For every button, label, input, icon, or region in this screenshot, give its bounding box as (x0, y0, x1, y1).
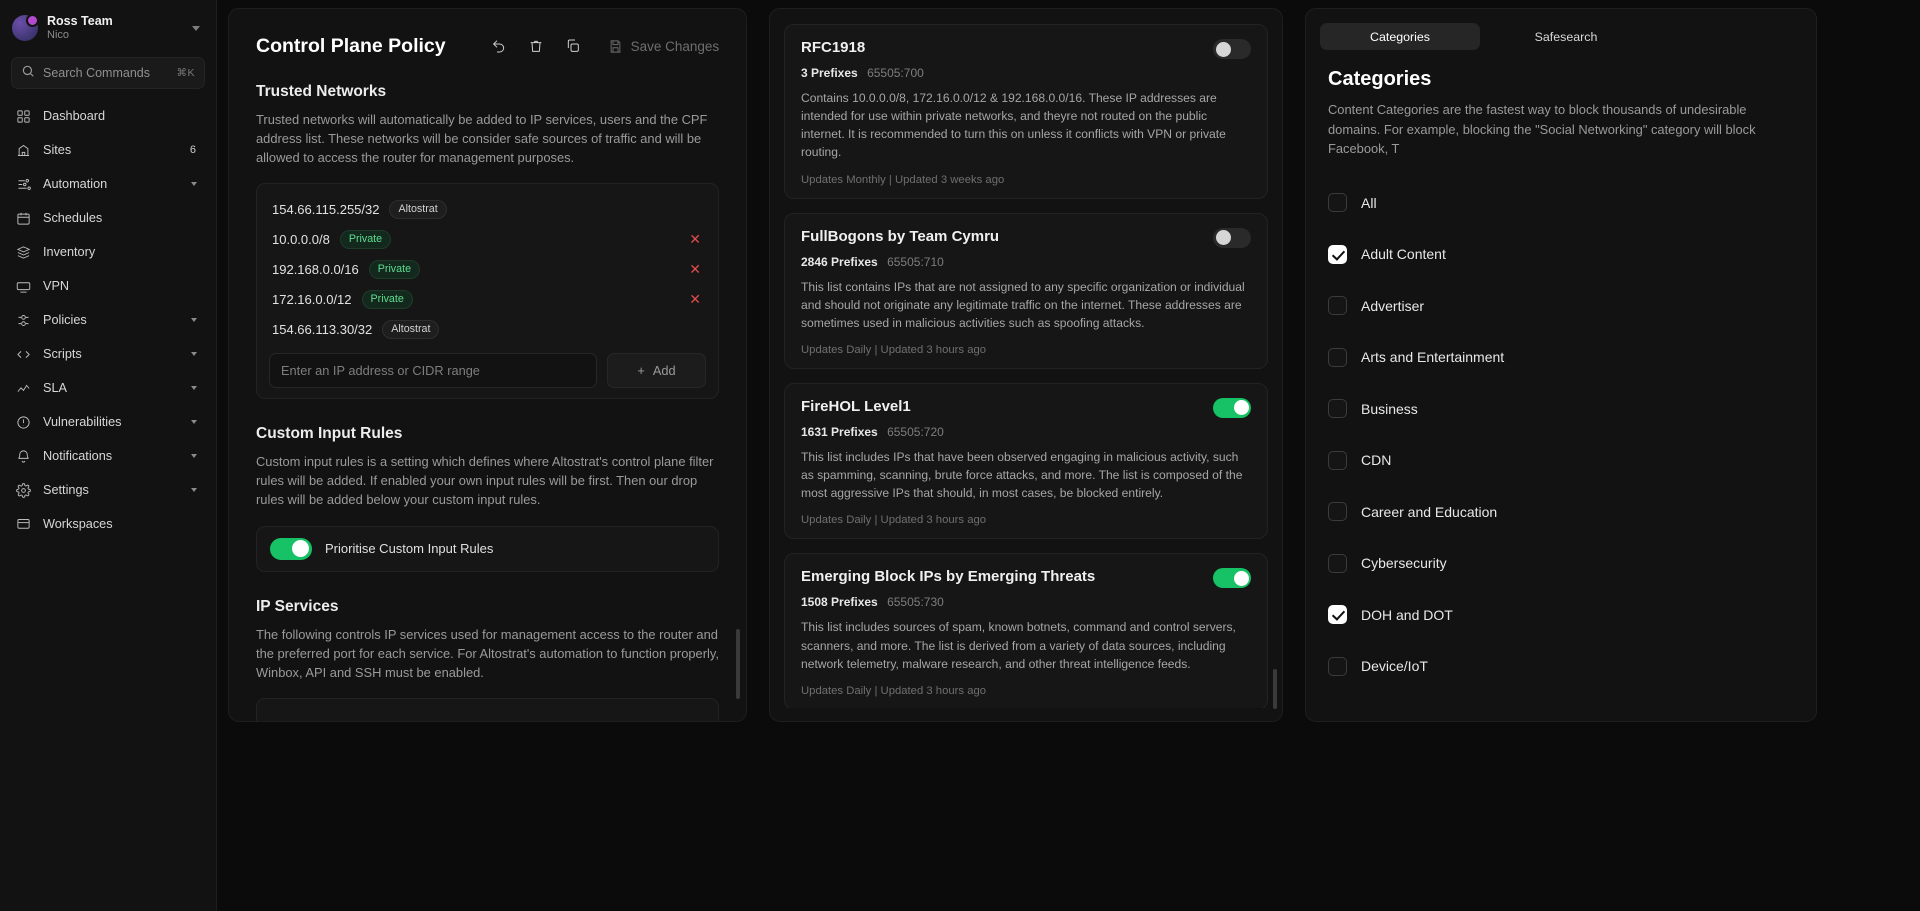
category-label: Cybersecurity (1361, 555, 1447, 572)
ip-value: 154.66.115.255/32 (272, 201, 380, 217)
sidebar-item-label: Inventory (43, 245, 96, 260)
prefix-count: 1631 Prefixes (801, 424, 878, 439)
list-title: FullBogons by Team Cymru (801, 227, 1000, 245)
remove-icon[interactable]: ✕ (689, 261, 701, 278)
list-toggle[interactable] (1213, 568, 1251, 588)
chevron-down-icon (192, 26, 200, 31)
chevron-down-icon (191, 454, 197, 458)
list-item (784, 213, 1268, 369)
list-title: FireHOL Level1 (801, 397, 911, 415)
trusted-networks-box (256, 183, 719, 399)
categories-panel (1305, 8, 1817, 722)
ip-services-box (256, 698, 719, 722)
sidebar (0, 0, 217, 911)
add-network-row (269, 353, 706, 388)
categories-body (1306, 50, 1816, 692)
category-label: Adult Content (1361, 246, 1446, 263)
category-label: DOH and DOT (1361, 606, 1453, 623)
ip-value: 172.16.0.0/12 (272, 291, 352, 307)
prefix-count: 3 Prefixes (801, 66, 858, 80)
checkbox-icon[interactable] (1328, 554, 1347, 573)
category-label: All (1361, 194, 1377, 211)
sidebar-item-label: Notifications (43, 449, 113, 464)
category-business[interactable] (1328, 383, 1794, 435)
toggle-label: Prioritise Custom Input Rules (325, 541, 494, 557)
category-label: Business (1361, 400, 1418, 417)
workspaces-icon (15, 516, 32, 533)
category-arts-and-entertainment[interactable] (1328, 331, 1794, 383)
list-meta (801, 66, 1251, 80)
ip-tag: Altostrat (389, 200, 446, 219)
copy-icon[interactable] (558, 31, 588, 61)
team-user: Nico (47, 29, 70, 42)
card-header (801, 398, 1251, 418)
community-value: 65505:720 (887, 424, 944, 439)
sidebar-item-label: Automation (43, 177, 108, 192)
categories-description: Content Categories are the fastest way to block thousands of undesirable domains. For example, blocking the "Social Networking" category will block Facebook, T (1328, 102, 1756, 157)
sidebar-item-label: Sites (43, 143, 72, 158)
policies-icon (15, 312, 32, 329)
scripts-icon (15, 346, 32, 363)
list-title: RFC1918 (801, 39, 866, 56)
list-description: This list contains IPs that are not assigned to any specific organization or individual and should not originate any legitimate traffic on the internet. These addresses are sometimes used in malicious activities such as spoofing attacks. (801, 279, 1245, 330)
list-description: Contains 10.0.0.0/8, 172.16.0.0/12 & 192.168.0.0/16. These IP addresses are intended for use within private networks, and theyre not routed on the public internet. It is recommended to turn this on unless it conflicts with VPN or private routing. (801, 91, 1226, 160)
chevron-down-icon (191, 182, 197, 186)
category-all[interactable] (1328, 177, 1794, 229)
sites-icon (15, 142, 32, 159)
sidebar-item-label: Schedules (43, 211, 103, 226)
ip-address-input[interactable] (269, 353, 597, 388)
ip-value: 192.168.0.0/16 (272, 261, 359, 277)
list-item[interactable] (269, 254, 706, 284)
prioritise-custom-input-rules-toggle[interactable] (270, 538, 312, 560)
avatar (12, 15, 38, 41)
community-value: 65505:710 (887, 254, 944, 269)
sidebar-item-notifications[interactable] (7, 439, 209, 473)
automation-icon (15, 176, 32, 193)
category-advertiser[interactable] (1328, 280, 1794, 332)
status-badge: 6 (189, 144, 196, 157)
sidebar-item-label: SLA (43, 381, 67, 396)
sidebar-item-policies[interactable] (7, 303, 209, 337)
list-item (784, 24, 1268, 199)
checkbox-icon[interactable] (1328, 399, 1347, 418)
team-text (47, 14, 183, 42)
category-label: Advertiser (1361, 297, 1425, 314)
sidebar-nav (0, 99, 216, 541)
sidebar-item-vpn[interactable] (7, 269, 209, 303)
search-shortcut: ⌘K (176, 67, 195, 80)
checkbox-icon[interactable] (1328, 193, 1347, 212)
ip-services-title: IP Services (256, 597, 339, 615)
ip-value: 10.0.0.0/8 (272, 231, 330, 247)
list-description: This list includes sources of spam, known botnets, command and control servers, scanners, and more. The list is derived from a variety of data sources, including network telemetry, malware research, and other threat intelligence feeds. (801, 620, 1236, 671)
policy-body (229, 83, 746, 722)
list-update-info: Updates Daily | Updated 3 hours ago (801, 684, 987, 697)
checkbox-icon[interactable] (1328, 605, 1347, 624)
card-header (801, 568, 1251, 588)
policy-header (229, 31, 746, 61)
undo-icon[interactable] (484, 31, 514, 61)
prioritise-custom-input-rules-row[interactable] (256, 526, 719, 572)
list-item[interactable] (269, 314, 706, 344)
add-button[interactable] (607, 353, 706, 388)
chevron-down-icon (191, 352, 197, 356)
chevron-down-icon (191, 386, 197, 390)
category-cdn[interactable] (1328, 434, 1794, 486)
team-switcher[interactable] (0, 6, 216, 48)
card-header (801, 228, 1251, 248)
list-update-info: Updates Daily | Updated 3 hours ago (801, 514, 987, 527)
chevron-down-icon (191, 488, 197, 492)
vpn-icon (15, 278, 32, 295)
checkbox-icon[interactable] (1328, 245, 1347, 264)
gear-icon (15, 482, 32, 499)
community-value: 65505:730 (887, 595, 944, 610)
sidebar-item-workspaces[interactable] (7, 507, 209, 541)
panels-container (217, 0, 1920, 911)
list-item[interactable] (269, 284, 706, 314)
save-changes-label: Save Changes (630, 38, 720, 54)
sidebar-item-dashboard[interactable] (7, 99, 209, 133)
prefix-count: 1508 Prefixes (801, 595, 878, 610)
list-item[interactable] (269, 194, 706, 224)
calendar-icon (15, 210, 32, 227)
sidebar-item-label: Settings (43, 483, 89, 498)
category-career-and-education[interactable] (1328, 486, 1794, 538)
page-title: Control Plane Policy (256, 34, 446, 57)
sla-icon (15, 380, 32, 397)
chevron-down-icon (191, 318, 197, 322)
tab-safesearch[interactable]: Safesearch (1534, 29, 1598, 44)
inventory-icon (15, 244, 32, 261)
tab-categories[interactable]: Categories (1320, 23, 1480, 50)
checkbox-icon[interactable] (1328, 348, 1347, 367)
threat-lists-panel (769, 8, 1283, 722)
list-update-info: Updates Daily | Updated 3 hours ago (801, 343, 987, 356)
category-cybersecurity[interactable] (1328, 537, 1794, 589)
save-changes-button[interactable] (608, 39, 720, 54)
sidebar-item-label: Dashboard (43, 109, 106, 124)
sidebar-item-automation[interactable] (7, 167, 209, 201)
threat-lists-scroll (784, 24, 1268, 708)
categories-heading: Categories (1328, 68, 1432, 90)
team-name: Ross Team (47, 14, 113, 28)
ip-services-desc: The following controls IP services used for management access to the router and the preferred port for each service. For Altostrat's automation to function properly, Winbox, API and SSH must be enabled. (256, 626, 719, 680)
category-device-iot[interactable] (1328, 640, 1794, 692)
vulnerabilities-icon (15, 414, 32, 431)
sidebar-item-label: Workspaces (43, 517, 113, 532)
checkbox-icon[interactable] (1328, 502, 1347, 521)
list-update-info: Updates Monthly | Updated 3 weeks ago (801, 173, 1005, 186)
category-adult-content[interactable] (1328, 228, 1794, 280)
list-meta (801, 425, 1251, 439)
search-input[interactable] (11, 57, 205, 89)
custom-input-rules-title: Custom Input Rules (256, 425, 403, 443)
ip-tag: Private (362, 290, 413, 309)
sidebar-item-settings[interactable] (7, 473, 209, 507)
sidebar-item-label: Policies (43, 313, 87, 328)
ip-tag: Altostrat (382, 320, 439, 339)
plus-icon: + (637, 363, 645, 379)
checkbox-icon[interactable] (1328, 451, 1347, 470)
scrollbar[interactable] (736, 629, 740, 699)
sidebar-item-inventory[interactable] (7, 235, 209, 269)
list-item (784, 383, 1268, 539)
list-title: Emerging Block IPs by Emerging Threats (801, 568, 1096, 586)
sidebar-item-schedules[interactable] (7, 201, 209, 235)
card-header (801, 39, 1251, 59)
checkbox-icon[interactable] (1328, 657, 1347, 676)
search-placeholder: Search Commands (43, 66, 150, 81)
category-label: CDN (1361, 452, 1392, 469)
custom-input-rules-desc: Custom input rules is a setting which defines where Altostrat's control plane filter rules will be added. If enabled your own input rules will be first. Then our drop rules will be added below your custom input rules. (256, 454, 714, 508)
control-plane-policy-panel (228, 8, 747, 722)
ip-tag: Private (340, 230, 391, 249)
bell-icon (15, 448, 32, 465)
category-label: Device/IoT (1361, 658, 1428, 675)
category-label: Arts and Entertainment (1361, 349, 1505, 366)
dashboard-icon (15, 108, 32, 125)
remove-icon[interactable]: ✕ (689, 291, 701, 308)
search-icon (21, 64, 35, 83)
list-item (784, 553, 1268, 708)
remove-icon[interactable]: ✕ (689, 231, 701, 248)
trusted-networks-desc: Trusted networks will automatically be added to IP services, users and the CPF address list. These networks will be consider safe sources of traffic and will be allowed to access the router for management purposes. (256, 112, 708, 166)
category-label: Career and Education (1361, 503, 1498, 520)
chevron-down-icon (191, 420, 197, 424)
category-doh-and-dot[interactable] (1328, 589, 1794, 641)
trusted-networks-title: Trusted Networks (256, 83, 387, 100)
list-meta (801, 255, 1251, 269)
list-description: This list includes IPs that have been observed engaging in malicious activity, such as spamming, scanning, brute force attacks, and more. The list is composed of the most aggressive IPs that should, in most cases, be blocked entirely. (801, 449, 1243, 501)
sidebar-item-sites[interactable] (7, 133, 209, 167)
sidebar-item-vulnerabilities[interactable] (7, 405, 209, 439)
ip-tag: Private (369, 260, 420, 279)
add-button-label: Add (652, 363, 676, 379)
list-meta (801, 595, 1251, 609)
sidebar-item-label: Vulnerabilities (43, 415, 122, 430)
checkbox-icon[interactable] (1328, 296, 1347, 315)
header-actions (484, 31, 588, 61)
list-toggle[interactable] (1213, 39, 1251, 59)
list-toggle[interactable] (1213, 228, 1251, 248)
categories-tabs (1306, 9, 1816, 50)
ip-value: 154.66.113.30/32 (272, 321, 373, 337)
sidebar-item-label: Scripts (43, 347, 82, 362)
prefix-count: 2846 Prefixes (801, 254, 878, 269)
sidebar-item-scripts[interactable] (7, 337, 209, 371)
list-toggle[interactable] (1213, 398, 1251, 418)
list-item[interactable] (269, 224, 706, 254)
scrollbar[interactable] (1273, 669, 1277, 709)
community-value: 65505:700 (867, 66, 924, 80)
trash-icon[interactable] (521, 31, 551, 61)
sidebar-item-sla[interactable] (7, 371, 209, 405)
sidebar-item-label: VPN (43, 279, 70, 294)
